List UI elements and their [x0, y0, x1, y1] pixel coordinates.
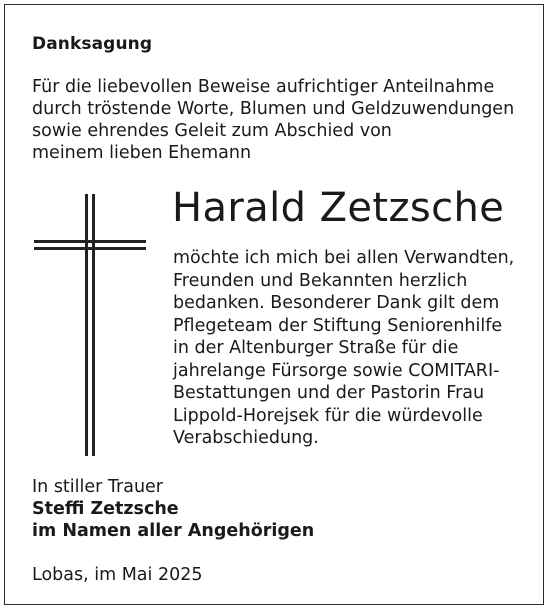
notice-heading: Danksagung — [32, 34, 153, 54]
cross-vertical-bar — [92, 194, 95, 456]
thanks-line: Freunden und Bekannten herzlich — [173, 270, 468, 291]
double-cross-icon — [34, 194, 146, 456]
cross-horizontal-bar — [34, 247, 146, 250]
thanks-line: Bestattungen und der Pastorin Frau — [173, 383, 485, 403]
intro-line: sowie ehrendes Geleit zum Abschied von — [32, 121, 392, 141]
thanks-line: Pflegeteam der Stiftung Seniorenhilfe — [173, 315, 503, 336]
intro-line: meinem lieben Ehemann — [32, 143, 252, 163]
thanks-line: möchte ich mich bei allen Verwandten, — [173, 248, 515, 268]
thanks-line: Verabschiedung. — [173, 428, 319, 448]
thanks-line: in der Altenburger Straße für die — [173, 338, 459, 358]
thanks-paragraph — [173, 247, 533, 450]
thanks-line: Lippold-Horejsek für die würdevolle — [173, 405, 483, 426]
closing-phrase: In stiller Trauer — [32, 477, 163, 497]
cross-vertical-bar — [85, 194, 88, 456]
place-date: Lobas, im Mai 2025 — [32, 565, 203, 585]
thanks-line: jahrelange Fürsorge sowie COMITARI- — [173, 360, 500, 381]
intro-line: Für die liebevollen Beweise aufrichtiger Anteilnahme — [32, 77, 495, 97]
family-note: im Namen aller Angehörigen — [32, 521, 315, 541]
closing-block — [32, 476, 314, 542]
thanks-line: bedanken. Besonderer Dank gilt dem — [173, 293, 500, 313]
intro-line: durch tröstende Worte, Blumen und Geldzuwendungen — [32, 99, 515, 119]
deceased-name: Harald Zetzsche — [172, 185, 505, 231]
intro-paragraph — [32, 76, 532, 164]
signer-name: Steffi Zetzsche — [32, 499, 179, 519]
cross-horizontal-bar — [34, 240, 146, 243]
